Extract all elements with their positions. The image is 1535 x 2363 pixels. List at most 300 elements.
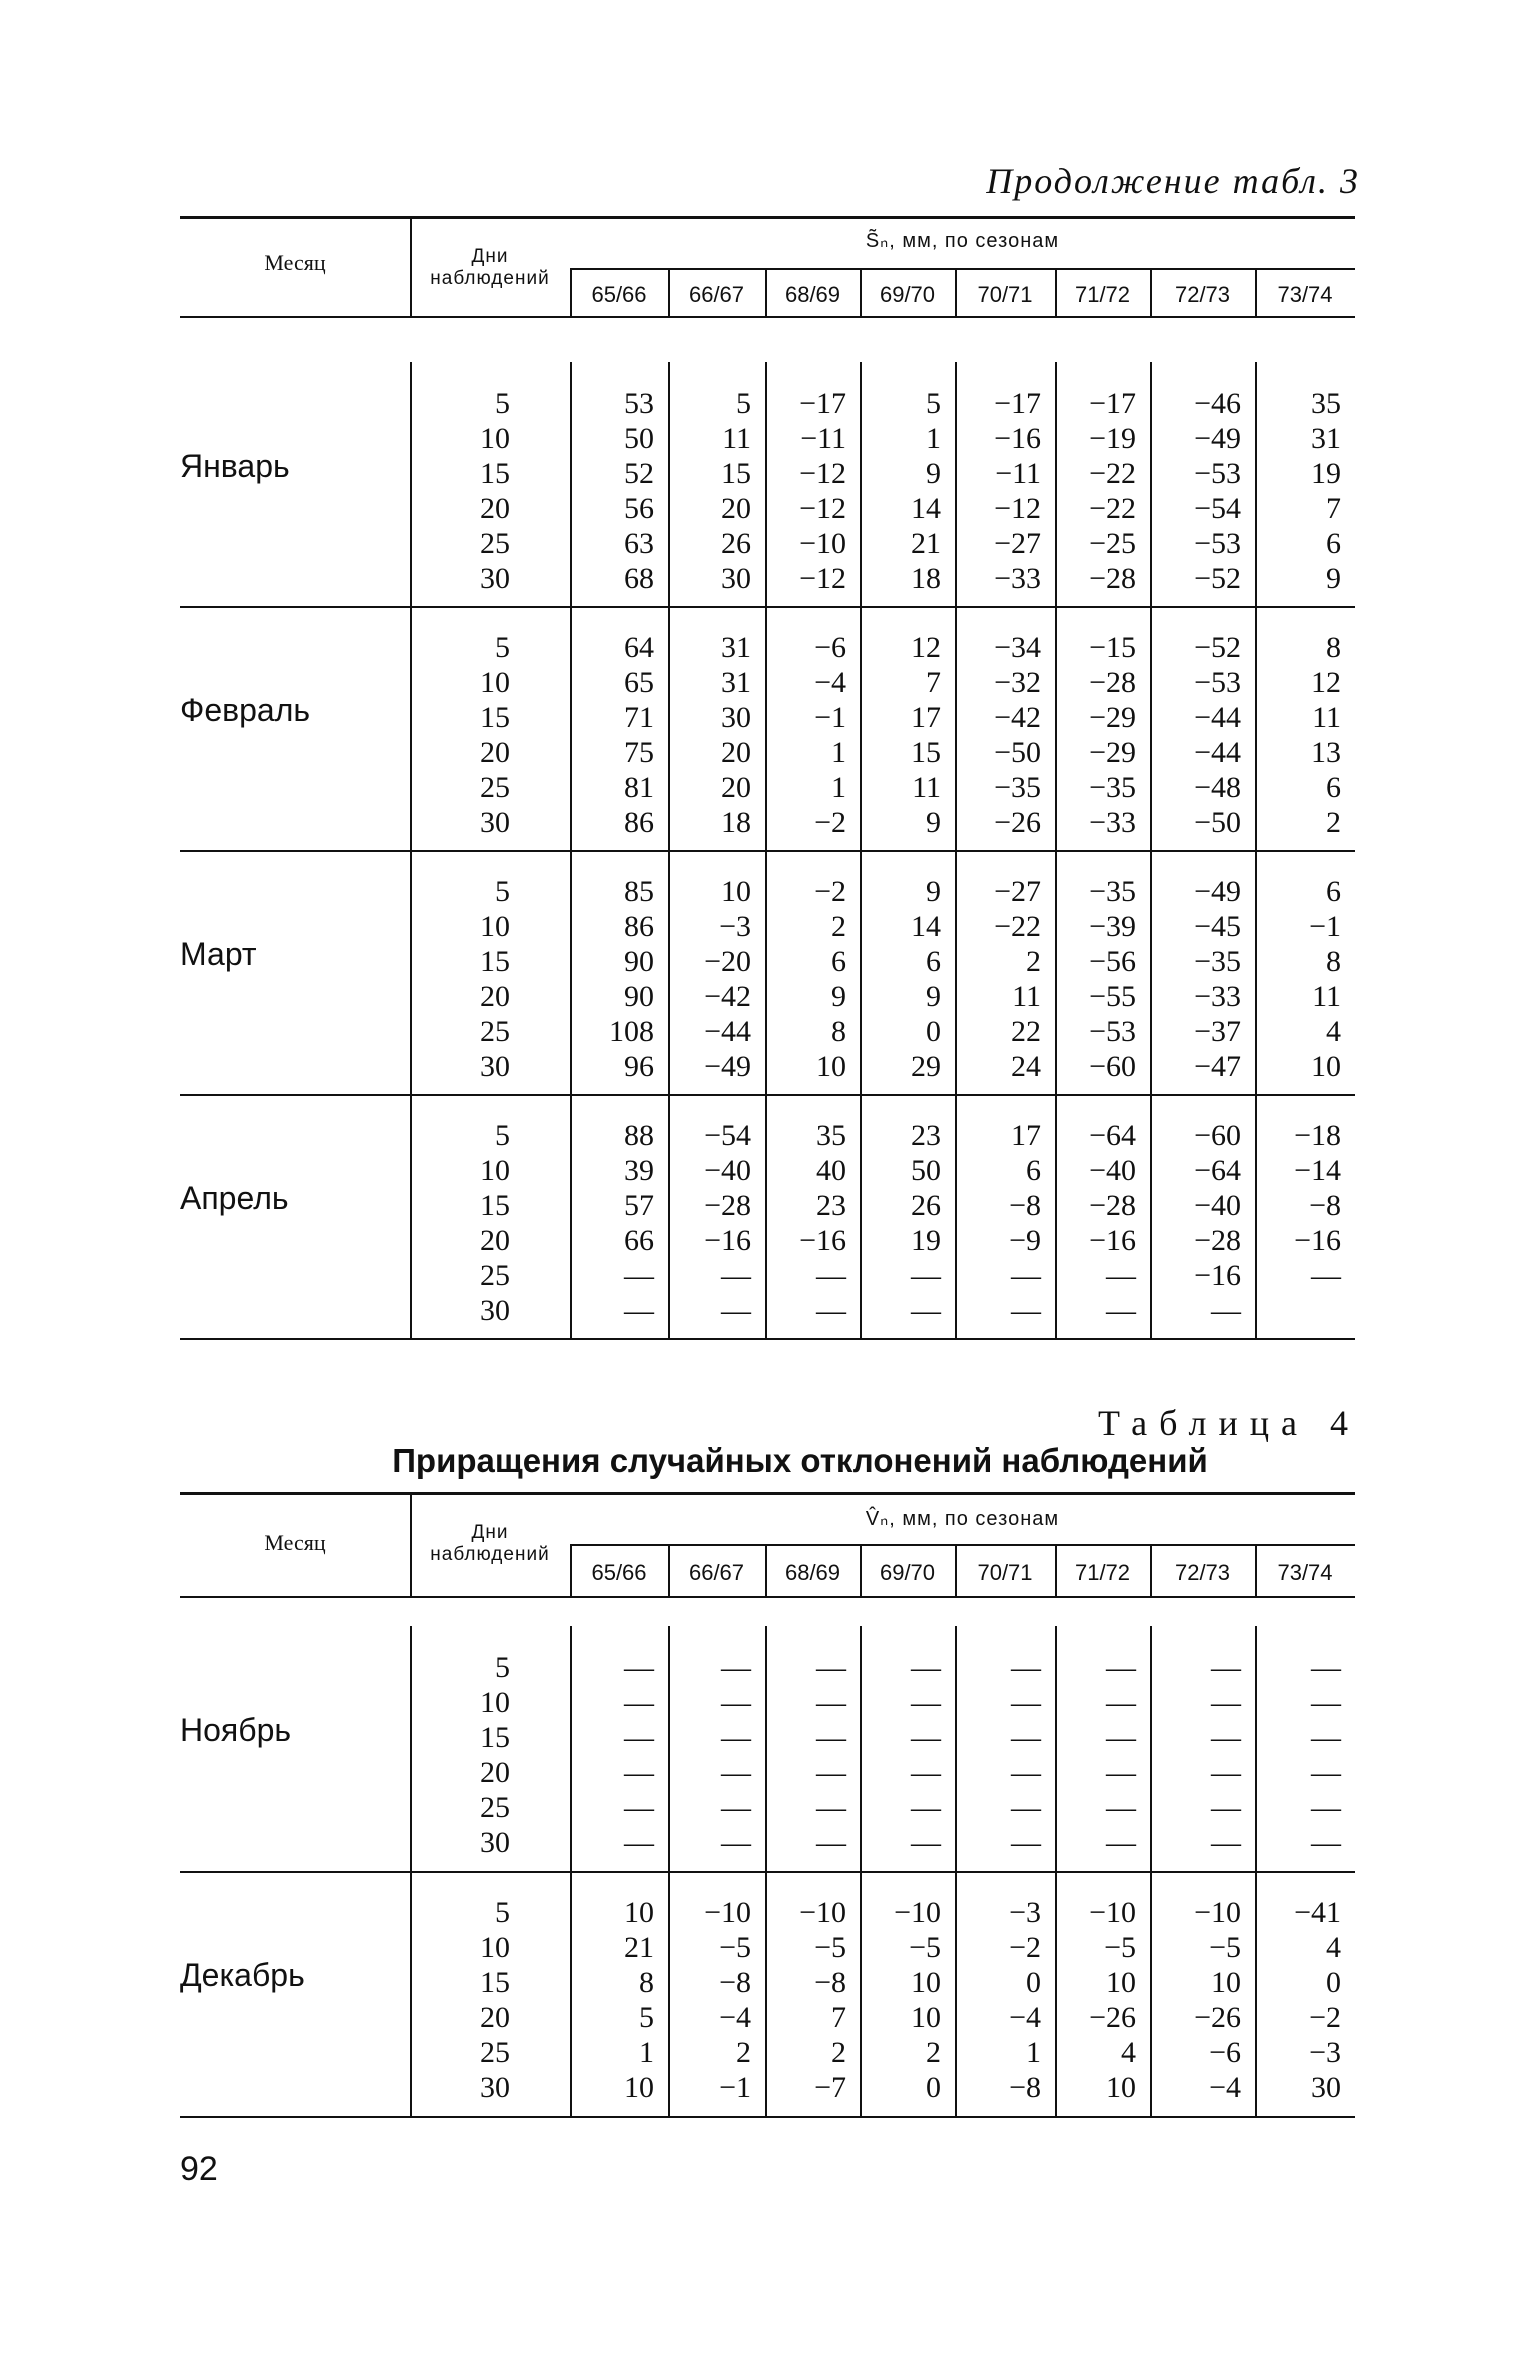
day-cell: 15 (480, 1189, 510, 1222)
table4-season-7: 73/74 (1277, 1560, 1333, 1585)
table4-data-column (955, 1650, 1041, 1860)
table-cell: −27 (994, 527, 1041, 560)
table-cell: — (1311, 1791, 1341, 1824)
table-cell: — (1106, 1826, 1136, 1859)
table-cell: — (624, 1721, 654, 1754)
table3-data-column (1150, 386, 1241, 596)
table4-data-column (1255, 1895, 1341, 2105)
table4-data-column (668, 1650, 751, 1860)
table-cell: −19 (1089, 422, 1136, 455)
day-cell: 10 (480, 1931, 510, 1964)
table4-data-column (1150, 1895, 1241, 2105)
table4-season-5: 71/72 (1074, 1560, 1131, 1585)
table-cell: −49 (1194, 875, 1241, 908)
table-cell: 7 (926, 666, 941, 699)
table-cell: −8 (1009, 2071, 1041, 2104)
table-cell: −10 (894, 1896, 941, 1929)
table-cell: −26 (1194, 2001, 1241, 2034)
table3-days-column (430, 874, 510, 1084)
table-cell: −6 (814, 631, 846, 664)
day-cell: 30 (480, 1050, 510, 1083)
day-cell: 30 (480, 1294, 510, 1327)
day-cell: 5 (495, 631, 510, 664)
table4-days-column (430, 1650, 510, 1860)
table4-season-3: 69/70 (879, 1560, 936, 1585)
table3-data-column (570, 874, 654, 1084)
table-cell: −42 (704, 980, 751, 1013)
table4-season-4: 70/71 (977, 1560, 1033, 1585)
day-cell: 15 (480, 1721, 510, 1754)
table-cell: — (1011, 1686, 1041, 1719)
table4-data-column (765, 1650, 846, 1860)
table4-data-column (1055, 1650, 1136, 1860)
table3-data-column (1255, 874, 1341, 1084)
table4-data-column (1150, 1650, 1241, 1860)
table-cell: −16 (704, 1224, 751, 1257)
day-cell: 30 (480, 2071, 510, 2104)
day-cell: 25 (480, 1015, 510, 1048)
table3-data-column (1255, 386, 1341, 596)
table-cell: −52 (1194, 631, 1241, 664)
table-cell: — (1211, 1686, 1241, 1719)
table-cell: 75 (624, 736, 654, 769)
table-cell: −55 (1089, 980, 1136, 1013)
table-cell: 26 (721, 527, 751, 560)
table-cell: 86 (624, 910, 654, 943)
table-cell: −8 (719, 1966, 751, 1999)
table-cell: −50 (994, 736, 1041, 769)
table-cell: −28 (1089, 666, 1136, 699)
table3-data-column (955, 874, 1041, 1084)
table-cell: −35 (994, 771, 1041, 804)
table-cell: — (911, 1826, 941, 1859)
table-cell: 18 (721, 806, 751, 839)
table3-data-column (765, 1118, 846, 1328)
table-cell: 26 (911, 1189, 941, 1222)
table-cell: 31 (721, 631, 751, 664)
table-cell: −12 (799, 457, 846, 490)
table-cell: 64 (624, 631, 654, 664)
table-cell: 90 (624, 945, 654, 978)
table-cell: 2 (926, 2036, 941, 2069)
table3-season-5: 71/72 (1074, 282, 1131, 307)
table3-season-0: 65/66 (591, 282, 647, 307)
table-cell: — (816, 1259, 846, 1292)
table-cell: — (1211, 1294, 1241, 1327)
table-cell: — (1106, 1651, 1136, 1684)
table-cell: −42 (994, 701, 1041, 734)
table4-data-column (765, 1895, 846, 2105)
table-cell: 12 (911, 631, 941, 664)
table-cell: 10 (624, 1896, 654, 1929)
table-cell: 85 (624, 875, 654, 908)
table-cell: −49 (1194, 422, 1241, 455)
table-cell: 90 (624, 980, 654, 1013)
table-cell: — (1011, 1651, 1041, 1684)
table-cell: 0 (1026, 1966, 1041, 1999)
table-cell: — (624, 1791, 654, 1824)
table-cell: 10 (1311, 1050, 1341, 1083)
table-cell: −28 (1089, 1189, 1136, 1222)
table-cell: — (1211, 1826, 1241, 1859)
table-cell: 50 (624, 422, 654, 455)
day-cell: 20 (480, 2001, 510, 2034)
table-cell: 11 (912, 771, 941, 804)
table4-data-column (955, 1895, 1041, 2105)
table-cell: −20 (704, 945, 751, 978)
table-cell: −2 (1009, 1931, 1041, 1964)
table3-data-column (1255, 630, 1341, 840)
table-cell: 19 (1311, 457, 1341, 490)
day-cell: 15 (480, 945, 510, 978)
table-cell: −27 (994, 875, 1041, 908)
table4-season-1: 66/67 (688, 1560, 745, 1585)
day-cell: 15 (480, 457, 510, 490)
table-cell: 63 (624, 527, 654, 560)
table-cell: — (911, 1721, 941, 1754)
header-month: Месяц (264, 250, 326, 275)
table3-data-column (860, 630, 941, 840)
day-cell: 5 (495, 1119, 510, 1152)
table-cell: −28 (704, 1189, 751, 1222)
table-cell: −64 (1194, 1154, 1241, 1187)
table-cell: 7 (1326, 492, 1341, 525)
day-cell: 15 (480, 1966, 510, 1999)
table3-data-column (668, 630, 751, 840)
table-cell: 6 (1026, 1154, 1041, 1187)
table-cell: −4 (1209, 2071, 1241, 2104)
table3-days-column (430, 386, 510, 596)
table-cell: −16 (1294, 1224, 1341, 1257)
table-cell: — (816, 1651, 846, 1684)
table-cell: — (911, 1259, 941, 1292)
table-cell: — (1011, 1721, 1041, 1754)
table-cell: 9 (926, 980, 941, 1013)
table-cell: −11 (995, 457, 1041, 490)
table-cell: −18 (1294, 1119, 1341, 1152)
table-cell: — (1106, 1686, 1136, 1719)
table-cell: −47 (1194, 1050, 1241, 1083)
table-cell: −5 (1209, 1931, 1241, 1964)
table-cell: −46 (1194, 387, 1241, 420)
table3-season-6: 72/73 (1174, 282, 1231, 307)
table3-data-column (1255, 1118, 1341, 1328)
table-cell: 6 (1326, 875, 1341, 908)
table-cell: — (1311, 1721, 1341, 1754)
table-cell: 52 (624, 457, 654, 490)
table-cell: −26 (1089, 2001, 1136, 2034)
table-cell: — (624, 1651, 654, 1684)
table4-data-column (860, 1895, 941, 2105)
day-cell: 25 (480, 1791, 510, 1824)
header-group: S̃ₙ, мм, по сезонам (865, 230, 1060, 252)
table-cell: 11 (1012, 980, 1041, 1013)
table-cell: −44 (704, 1015, 751, 1048)
table-cell: −2 (814, 875, 846, 908)
continuation-title: Продолжение табл. 3 (986, 161, 1360, 201)
header-days: Дни наблюдений (430, 246, 550, 289)
table-cell: 4 (1121, 2036, 1136, 2069)
table-cell: −3 (719, 910, 751, 943)
table-cell: −22 (1089, 492, 1136, 525)
table-cell: 9 (1326, 562, 1341, 595)
table-cell: — (911, 1791, 941, 1824)
table-cell: 31 (1311, 422, 1341, 455)
table-cell: 1 (1026, 2036, 1041, 2069)
table-cell: 13 (1311, 736, 1341, 769)
table3-data-column (860, 1118, 941, 1328)
table-cell: — (1011, 1294, 1041, 1327)
table4-month-name: Ноябрь (180, 1712, 292, 1748)
table-cell: 56 (624, 492, 654, 525)
table-cell: 66 (624, 1224, 654, 1257)
table3-season-2: 68/69 (784, 282, 841, 307)
table-cell: — (1311, 1826, 1341, 1859)
t4-header-month: Месяц (264, 1530, 326, 1555)
day-cell: 30 (480, 1826, 510, 1859)
table3-data-column (765, 630, 846, 840)
table-cell: — (1106, 1294, 1136, 1327)
day-cell: 30 (480, 806, 510, 839)
table3-data-column (1055, 386, 1136, 596)
table4-data-column (570, 1895, 654, 2105)
table-cell: −1 (814, 701, 846, 734)
table3-data-column (1055, 874, 1136, 1084)
table-cell: −33 (1089, 806, 1136, 839)
table-cell: — (1011, 1259, 1041, 1292)
table-cell: 11 (722, 422, 751, 455)
table-cell: −33 (994, 562, 1041, 595)
table3-data-column (765, 386, 846, 596)
table3-data-column (570, 1118, 654, 1328)
table-cell: −8 (814, 1966, 846, 1999)
table3-data-column (1055, 630, 1136, 840)
table-cell: −40 (704, 1154, 751, 1187)
table-cell: 21 (624, 1931, 654, 1964)
table-cell: 20 (721, 492, 751, 525)
day-cell: 15 (480, 701, 510, 734)
table-4-title: Приращения случайных отклонений наблюдений (392, 1442, 1208, 1479)
table3-days-column (430, 630, 510, 840)
table-cell: — (1011, 1826, 1041, 1859)
table-cell: −28 (1194, 1224, 1241, 1257)
table3-season-1: 66/67 (688, 282, 745, 307)
table-cell: −10 (799, 527, 846, 560)
table4-data-column (570, 1650, 654, 1860)
table-cell: −1 (719, 2071, 751, 2104)
table-cell: −15 (1089, 631, 1136, 664)
table-cell: −53 (1194, 666, 1241, 699)
table-cell: −60 (1089, 1050, 1136, 1083)
table-cell: −2 (814, 806, 846, 839)
table-cell: −54 (1194, 492, 1241, 525)
table-cell: −50 (1194, 806, 1241, 839)
table-cell: 12 (1311, 666, 1341, 699)
table-cell: 10 (1211, 1966, 1241, 1999)
table-cell: −40 (1089, 1154, 1136, 1187)
table-cell: −8 (1309, 1189, 1341, 1222)
table-cell: 14 (911, 492, 941, 525)
t4-header-group: V̂ₙ, мм, по сезонам (865, 1508, 1060, 1530)
table-cell: — (721, 1756, 751, 1789)
table-cell: 9 (926, 875, 941, 908)
day-cell: 5 (495, 875, 510, 908)
table-cell: −35 (1089, 771, 1136, 804)
table-cell: 2 (1326, 806, 1341, 839)
table-cell: 29 (911, 1050, 941, 1083)
table-cell: — (721, 1791, 751, 1824)
table3-data-column (570, 386, 654, 596)
table3-data-column (1150, 1118, 1241, 1328)
table-cell: 0 (926, 1015, 941, 1048)
table-cell: −37 (1194, 1015, 1241, 1048)
table-cell: — (624, 1756, 654, 1789)
table-4-label: Таблица 4 (1098, 1403, 1360, 1443)
table-cell (1255, 1293, 1341, 1328)
table-cell: — (911, 1756, 941, 1789)
table-cell: 57 (624, 1189, 654, 1222)
table-cell: 2 (1026, 945, 1041, 978)
table-cell: — (911, 1651, 941, 1684)
table-cell: — (816, 1756, 846, 1789)
table-cell: −3 (1309, 2036, 1341, 2069)
table3-data-column (860, 386, 941, 596)
day-cell: 10 (480, 1686, 510, 1719)
table-cell: — (1011, 1756, 1041, 1789)
table-cell: −17 (1089, 387, 1136, 420)
table-cell: 2 (831, 2036, 846, 2069)
table-cell: 108 (609, 1015, 654, 1048)
table3-days-column (430, 1118, 510, 1328)
table4-data-column (668, 1895, 751, 2105)
table-cell: — (624, 1259, 654, 1292)
table-cell: −48 (1194, 771, 1241, 804)
table-cell: 15 (721, 457, 751, 490)
table-cell: 50 (911, 1154, 941, 1187)
table-cell: −28 (1089, 562, 1136, 595)
table-cell: 0 (926, 2071, 941, 2104)
table-cell: −4 (814, 666, 846, 699)
table-cell: 10 (721, 875, 751, 908)
table3-month-name: Февраль (180, 692, 311, 728)
day-cell: 20 (480, 492, 510, 525)
day-cell: 10 (480, 1154, 510, 1187)
table-cell: 17 (1011, 1119, 1041, 1152)
table-cell: 4 (1326, 1931, 1341, 1964)
table-cell: 39 (624, 1154, 654, 1187)
table-cell: −11 (800, 422, 846, 455)
day-cell: 25 (480, 1259, 510, 1292)
table-cell: 96 (624, 1050, 654, 1083)
table-cell: −41 (1294, 1896, 1341, 1929)
table-cell: 6 (1326, 527, 1341, 560)
table-cell: −4 (719, 2001, 751, 2034)
table4-data-column (860, 1650, 941, 1860)
table-cell: −35 (1194, 945, 1241, 978)
table-cell: — (816, 1826, 846, 1859)
table-cell: — (721, 1651, 751, 1684)
table-cell: 88 (624, 1119, 654, 1152)
table-cell: −5 (814, 1931, 846, 1964)
table-cell: 24 (1011, 1050, 1041, 1083)
table-cell: 1 (926, 422, 941, 455)
table-cell: 23 (816, 1189, 846, 1222)
table-cell: — (1311, 1686, 1341, 1719)
table3-data-column (668, 874, 751, 1084)
table-cell: — (721, 1721, 751, 1754)
table4-season-0: 65/66 (591, 1560, 647, 1585)
table-cell: — (721, 1826, 751, 1859)
table3-data-column (860, 874, 941, 1084)
table-cell: 9 (831, 980, 846, 1013)
table-cell: — (1211, 1651, 1241, 1684)
table-cell: 18 (911, 562, 941, 595)
table-cell: −53 (1194, 457, 1241, 490)
table3-data-column (1055, 1118, 1136, 1328)
table-cell: 0 (1326, 1966, 1341, 1999)
table-cell: — (1106, 1721, 1136, 1754)
table-cell: −39 (1089, 910, 1136, 943)
table-cell: −2 (1309, 2001, 1341, 2034)
table-cell: −29 (1089, 736, 1136, 769)
table3-data-column (955, 630, 1041, 840)
table-cell: −6 (1209, 2036, 1241, 2069)
table3-month-name: Март (180, 936, 257, 972)
table4-days-column (430, 1895, 510, 2105)
table-cell: −52 (1194, 562, 1241, 595)
table-cell: — (721, 1686, 751, 1719)
table-cell: −29 (1089, 701, 1136, 734)
table-cell: 35 (1311, 387, 1341, 420)
table-cell: −32 (994, 666, 1041, 699)
table-cell: −22 (1089, 457, 1136, 490)
table-cell: — (721, 1259, 751, 1292)
table-cell: — (721, 1294, 751, 1327)
table-cell: −16 (799, 1224, 846, 1257)
table3-data-column (955, 386, 1041, 596)
table-cell: −60 (1194, 1119, 1241, 1152)
table-cell: 35 (816, 1119, 846, 1152)
table-cell: 30 (1311, 2071, 1341, 2104)
table-cell: −12 (799, 492, 846, 525)
table-cell: −17 (994, 387, 1041, 420)
table-cell: −40 (1194, 1189, 1241, 1222)
table-cell: 5 (926, 387, 941, 420)
table-cell: −33 (1194, 980, 1241, 1013)
table-cell: — (911, 1294, 941, 1327)
table3-month-name: Январь (180, 448, 290, 484)
table-cell: 65 (624, 666, 654, 699)
table-cell: −5 (909, 1931, 941, 1964)
table3-data-column (955, 1118, 1041, 1328)
table-cell: 1 (639, 2036, 654, 2069)
table-cell: — (816, 1791, 846, 1824)
table-cell: — (624, 1826, 654, 1859)
table-cell: 8 (1326, 945, 1341, 978)
table-cell: 23 (911, 1119, 941, 1152)
table-cell: −10 (1089, 1896, 1136, 1929)
table-cell: −56 (1089, 945, 1136, 978)
table-cell: — (1311, 1259, 1341, 1292)
table-cell: 4 (1326, 1015, 1341, 1048)
table-cell: — (911, 1686, 941, 1719)
table4-season-2: 68/69 (784, 1560, 841, 1585)
table-cell: −9 (1009, 1224, 1041, 1257)
table-cell: 2 (736, 2036, 751, 2069)
table-cell: −64 (1089, 1119, 1136, 1152)
table-cell: 86 (624, 806, 654, 839)
table-cell: 8 (831, 1015, 846, 1048)
